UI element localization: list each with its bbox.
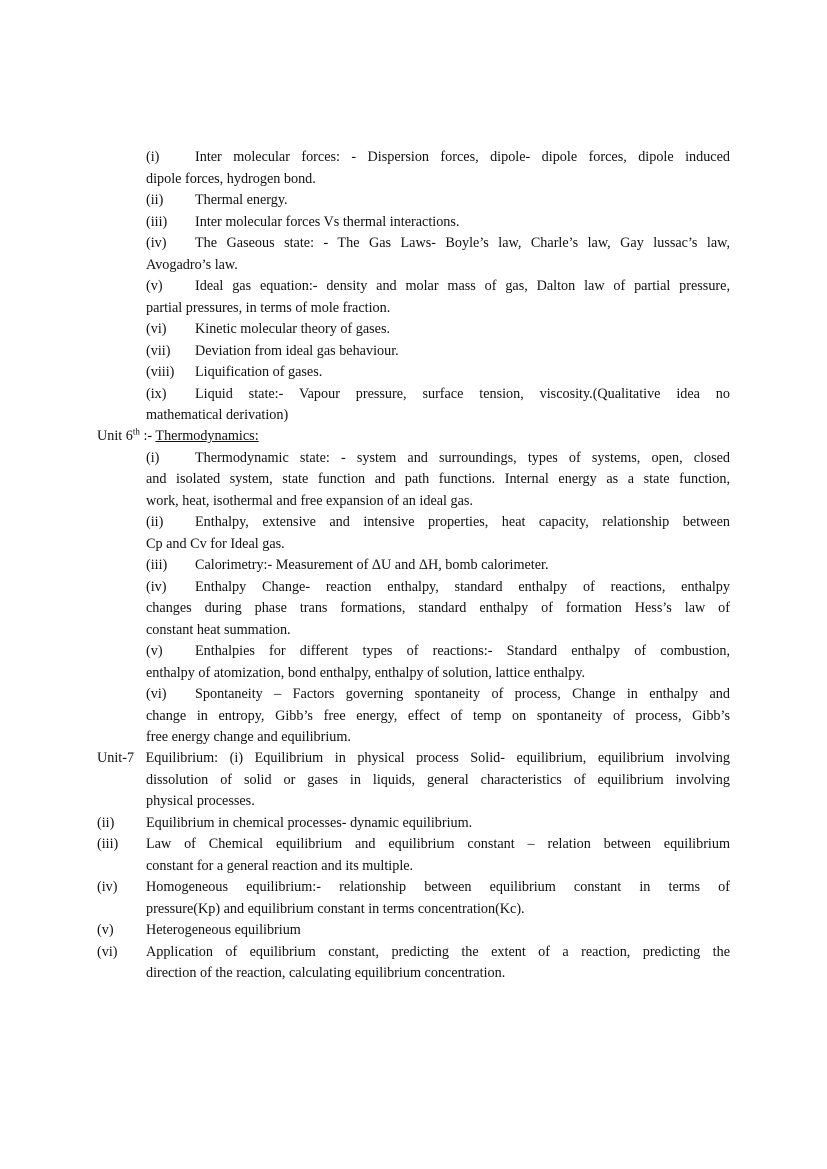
list-item-line-row	[0, 536, 827, 558]
list-item-line-row	[0, 879, 827, 901]
unit-7-heading-line: Unit-7 Equilibrium: (i) Equilibrium in physical process Solid- equilibrium, equilibrium involving	[97, 750, 730, 766]
list-item-line: Inter molecular forces: - Dispersion forces, dipole- dipole forces, dipole induced	[195, 149, 730, 165]
item-number: (ix)	[146, 385, 167, 402]
list-item-line-row	[0, 343, 827, 365]
list-item-line: Calorimetry:- Measurement of ΔU and ΔH, bomb calorimeter.	[195, 557, 549, 573]
list-item-line: Deviation from ideal gas behaviour.	[195, 342, 399, 359]
item-number: (v)	[146, 643, 163, 659]
list-item-line-row	[0, 815, 827, 837]
list-item-line: Equilibrium in chemical processes- dynamic equilibrium.	[146, 814, 473, 831]
list-item-line-row	[0, 257, 827, 279]
list-item-line-row	[0, 192, 827, 214]
list-item-line-row	[0, 965, 827, 987]
item-number: (iii)	[146, 213, 168, 230]
list-item-line: Ideal gas equation:- density and molar mass of gas, Dalton law of partial pressure,	[195, 278, 730, 294]
list-item-line-row	[0, 321, 827, 343]
list-item-line-row	[0, 171, 827, 193]
list-item-line: Heterogeneous equilibrium	[146, 922, 301, 938]
list-item-line-row	[0, 514, 827, 536]
unit-7-heading-line-row	[0, 750, 827, 772]
list-item-line-row	[0, 364, 827, 386]
item-number: (iii)	[146, 557, 168, 573]
list-item-line-row	[0, 622, 827, 644]
list-item-line: Liquification of gases.	[195, 364, 323, 380]
unit-6-title: Thermodynamics:	[155, 428, 259, 444]
list-item-line-row	[0, 922, 827, 944]
unit-6-superscript: th	[132, 426, 140, 437]
item-number: (iii)	[97, 836, 119, 852]
list-item-line: partial pressures, in terms of mole fraction.	[146, 299, 391, 316]
list-item-line: and isolated system, state function and path functions. Internal energy as a state function,	[146, 471, 730, 487]
list-item-line: The Gaseous state: - The Gas Laws- Boyle’s law, Charle’s law, Gay lussac’s law,	[195, 235, 730, 251]
unit-7-heading-cont-row	[0, 772, 827, 794]
item-number: (vi)	[146, 321, 167, 337]
list-item-line: Avogadro’s law.	[146, 256, 238, 273]
unit-6-label	[97, 428, 259, 445]
item-number: (ii)	[146, 514, 164, 530]
list-item-line-row	[0, 149, 827, 171]
list-item-line-row	[0, 557, 827, 579]
list-item-line: changes during phase trans formations, standard enthalpy of formation Hess’s law of	[146, 600, 730, 616]
list-item-line: mathematical derivation)	[146, 407, 289, 423]
list-item-line: pressure(Kp) and equilibrium constant in terms concentration(Kc).	[146, 900, 525, 917]
list-item-line: constant for a general reaction and its multiple.	[146, 857, 414, 874]
list-item-line-row	[0, 708, 827, 730]
list-item-line-row	[0, 729, 827, 751]
item-number: (ii)	[97, 814, 115, 831]
unit-6-separator: :-	[139, 428, 156, 444]
list-item-line-row	[0, 944, 827, 966]
list-item-line: direction of the reaction, calculating equilibrium concentration.	[146, 965, 506, 981]
item-number: (vi)	[146, 686, 167, 702]
list-item-line-row	[0, 836, 827, 858]
list-item-line: constant heat summation.	[146, 621, 291, 638]
list-item-line: Homogeneous equilibrium:- relationship between equilibrium constant in terms of	[146, 879, 730, 895]
list-item-line: Law of Chemical equilibrium and equilibrium constant – relation between equilibrium	[146, 836, 730, 852]
list-item-line-row	[0, 858, 827, 880]
item-number: (iv)	[146, 578, 167, 595]
list-item-line: Cp and Cv for Ideal gas.	[146, 535, 285, 552]
list-item-line-row	[0, 386, 827, 408]
list-item-line-row	[0, 278, 827, 300]
list-item-line: free energy change and equilibrium.	[146, 729, 351, 745]
item-number: (vi)	[97, 943, 118, 960]
list-item-line-row	[0, 407, 827, 429]
list-item-line: Enthalpy Change- reaction enthalpy, standard enthalpy of reactions, enthalpy	[195, 578, 730, 595]
list-item-line: Inter molecular forces Vs thermal interactions.	[195, 213, 460, 230]
list-item-line-row	[0, 235, 827, 257]
item-number: (i)	[146, 449, 160, 466]
list-item-line: Thermodynamic state: - system and surroundings, types of systems, open, closed	[195, 449, 730, 466]
list-item-line-row	[0, 579, 827, 601]
list-item-line: Spontaneity – Factors governing spontaneity of process, Change in enthalpy and	[195, 686, 730, 702]
list-item-line: Enthalpy, extensive and intensive properties, heat capacity, relationship between	[195, 514, 730, 530]
item-number: (iv)	[97, 879, 118, 895]
list-item-line: work, heat, isothermal and free expansion of an ideal gas.	[146, 492, 473, 509]
list-item-line-row	[0, 493, 827, 515]
list-item-line-row	[0, 686, 827, 708]
list-item-line: Liquid state:- Vapour pressure, surface tension, viscosity.(Qualitative idea no	[195, 385, 730, 402]
item-number: (v)	[97, 922, 114, 938]
item-number: (i)	[146, 149, 160, 165]
unit-7-heading-cont-row	[0, 793, 827, 815]
unit-6-heading	[0, 428, 827, 450]
list-item-line-row	[0, 643, 827, 665]
item-number: (iv)	[146, 235, 167, 251]
list-item-line-row	[0, 901, 827, 923]
list-item-line-row	[0, 300, 827, 322]
unit-7-heading-cont: dissolution of solid or gases in liquids, general characteristics of equilibrium involving	[146, 771, 730, 788]
list-item-line-row	[0, 600, 827, 622]
item-number: (v)	[146, 278, 163, 294]
list-item-line-row	[0, 665, 827, 687]
list-item-line: Enthalpies for different types of reactions:- Standard enthalpy of combustion,	[195, 643, 730, 659]
item-number: (viii)	[146, 364, 175, 380]
list-item-line-row	[0, 471, 827, 493]
unit-6-prefix: Unit 6	[97, 428, 133, 444]
list-item-line-row	[0, 450, 827, 472]
item-number: (vii)	[146, 342, 171, 359]
list-item-line: change in entropy, Gibb’s free energy, effect of temp on spontaneity of process, Gibb’s	[146, 707, 730, 724]
item-number: (ii)	[146, 192, 164, 208]
list-item-line: dipole forces, hydrogen bond.	[146, 170, 316, 187]
list-item-line: Kinetic molecular theory of gases.	[195, 321, 391, 337]
list-item-line-row	[0, 214, 827, 236]
list-item-line: Thermal energy.	[195, 192, 288, 208]
list-item-line: Application of equilibrium constant, predicting the extent of a reaction, predicting the	[146, 943, 730, 960]
unit-7-heading-cont: physical processes.	[146, 793, 255, 809]
list-item-line: enthalpy of atomization, bond enthalpy, enthalpy of solution, lattice enthalpy.	[146, 664, 586, 681]
